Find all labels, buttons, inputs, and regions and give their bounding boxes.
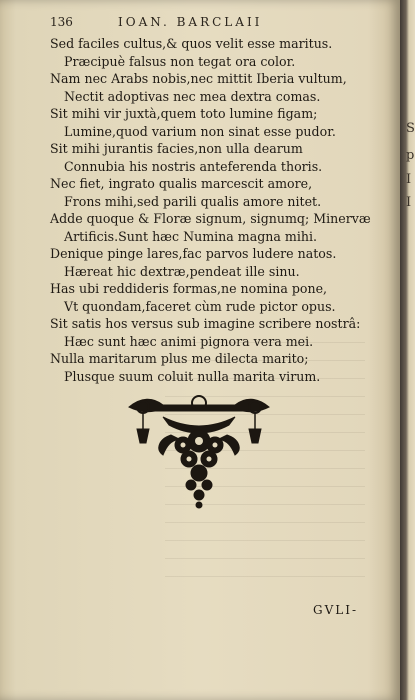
tailpiece-ornament-icon xyxy=(123,395,275,510)
verse-line: Sit mihi vir juxtà,quem toto lumine figam; xyxy=(50,106,318,121)
verse-line: Connubia his nostris anteferenda thoris. xyxy=(64,158,323,174)
verse-line: Has ubi reddideris formas,ne nomina pone, xyxy=(50,281,328,296)
verse-line: Nectit adoptivas nec mea dextra comas. xyxy=(64,88,321,104)
verse-line: Sit satis hos versus sub imagine scribere nostrâ: xyxy=(50,316,361,331)
verse-line: Lumine,quod varium non sinat esse pudor. xyxy=(64,123,336,139)
book-gutter xyxy=(400,0,415,700)
page-number: 136 xyxy=(50,15,73,29)
verse-line: Nulla maritarum plus me dilecta marito; xyxy=(50,351,309,366)
verse-line: Frons mihi,sed parili qualis amore nitet. xyxy=(64,193,322,209)
verse-line: Sed faciles cultus,& quos velit esse maritus. xyxy=(50,36,333,51)
verse-line: Artificis.Sunt hæc Numina magna mihi. xyxy=(64,228,318,244)
verse-line: Hæc sunt hæc animi pignora vera mei. xyxy=(64,333,314,349)
verse-line: Præcipuè falsus non tegat ora color. xyxy=(64,53,296,69)
catchword: GVLI- xyxy=(313,603,359,617)
verse-line: Adde quoque & Floræ signum, signumq; Minervæ xyxy=(50,211,371,226)
facing-page-letter: p xyxy=(406,148,415,163)
facing-page-letter: I xyxy=(406,195,412,210)
poem-text xyxy=(50,35,400,385)
verse-line: Denique pinge lares,fac parvos ludere natos. xyxy=(50,246,337,261)
facing-page-letter: S xyxy=(406,121,415,136)
verse-line: Nam nec Arabs nobis,nec mittit Iberia vultum, xyxy=(50,71,347,86)
verse-line: Vt quondam,faceret cùm rude pictor opus. xyxy=(64,298,336,314)
verse-line: Plusque suum coluit nulla marita virum. xyxy=(64,368,321,384)
running-title: IOAN. BARCLAII xyxy=(118,15,263,29)
verse-line: Nec fiet, ingrato qualis marcescit amore, xyxy=(50,176,313,191)
verse-line: Hæreat hic dextræ,pendeat ille sinu. xyxy=(64,263,300,279)
verse-line: Sit mihi jurantis facies,non ulla dearum xyxy=(50,141,303,156)
facing-page-letter: I xyxy=(406,172,412,187)
